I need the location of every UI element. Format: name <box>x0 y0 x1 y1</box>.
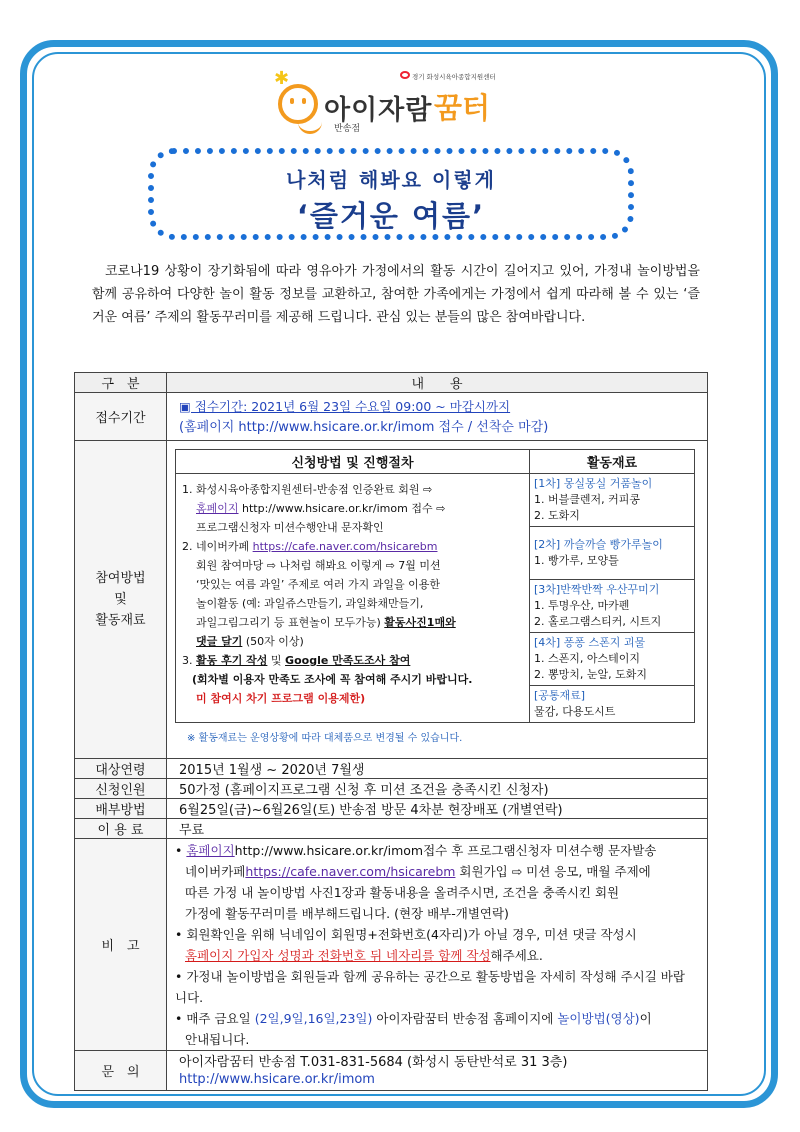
remark-3: • 가정내 놀이방법을 회원들과 함께 공유하는 공간으로 활동방법을 자세히 작성해 주시길 바랍니다. <box>175 968 685 1005</box>
smile-face-icon <box>278 84 318 124</box>
title-line1: 나처럼 해봐요 이렇게 <box>286 168 496 192</box>
title-box <box>148 148 634 240</box>
contact-label: 문 의 <box>75 1051 167 1091</box>
logo-org: 경기 화성시육아종합지원센터 <box>412 73 496 81</box>
quota-label: 신청인원 <box>75 779 167 799</box>
steps-cell: 1. 화성시육아종합지원센터-반송점 인증완료 회원 ⇨ 홈페이지 http://www.hsicare.or.kr/imom 접수 ⇨ 프로그램신청자 미션수행안내 문자확인 2. 네이버카페 https://cafe.naver.com/hsicarebm 회원 참여마당 ⇨ 나처럼 해봐요 이렇게 ⇨ 7월 미션 ‘맛있는 여름 과일’ 주제로 여러 가지 과일을 이용한 놀이활동 (예: 과일쥬스만들기, 과일화채만들기, 과일그림그리기 등 표현놀이 모두가능) 활동사진1매와 댓글 달기 (50자 이상) 3. 활동 후기 작성 및 Google 만족도조사 참여 (회차별 이용자 만족도 조사에 꼭 참여해 주시기 바랍니다. 미 참여시 차기 프로그램 이용제한) <box>176 474 530 723</box>
method-inner-table <box>175 449 695 723</box>
age-value: 2015년 1월생 ~ 2020년 7월생 <box>167 759 708 779</box>
material-block: [4차] 퐁퐁 스폰지 괴물 1. 스폰지, 아스테이지 2. 뽕망치, 눈알, 도화지 <box>530 633 694 686</box>
steps-header: 신청방법 및 진행절차 <box>176 450 530 474</box>
logo-name-accent: 꿈터 <box>434 91 491 125</box>
naver-cafe-link[interactable]: https://cafe.naver.com/hsicarebm <box>252 540 438 553</box>
fee-value: 무료 <box>167 819 708 839</box>
logo-branch: 반송점 <box>334 124 361 134</box>
title-line2: ‘즐거운 여름’ <box>296 199 486 233</box>
contact-url[interactable]: http://www.hsicare.or.kr/imom <box>179 1071 375 1087</box>
header-category: 구 분 <box>75 373 167 393</box>
material-block: [3차]반짝반짝 우산꾸미기 1. 투명우산, 마카펜 2. 홀로그램스티커, 시트지 <box>530 580 694 633</box>
intro-paragraph: 코로나19 상황이 장기화됨에 따라 영유아가 가정에서의 활동 시간이 길어지고 있어, 가정내 놀이방법을 함께 공유하여 다양한 놀이 활동 정보를 교환하고, 참여한 가족에게는 가정에서 쉽게 따라해 볼 수 있는 ‘즐거운 여름’ 주제의 활동꾸러미를 제공해 드립니다. 관심 있는 분들의 많은 참여바랍니다. <box>92 264 700 325</box>
homepage-link[interactable]: 홈페이지 <box>196 502 239 515</box>
remarks-label: 비 고 <box>75 839 167 1051</box>
age-label: 대상연령 <box>75 759 167 779</box>
contact-info: 아이자람꿈터 반송점 T.031-831-5684 (화성시 동탄반석로 31 3층) <box>179 1054 568 1070</box>
remark-1: • 홈페이지http://www.hsicare.or.kr/imom접수 후 프로그램신청자 미션수행 문자발송 <box>175 842 657 858</box>
star-icon: ✱ <box>274 68 290 89</box>
materials-note: ※ 활동재료는 운영상황에 따라 대체품으로 변경될 수 있습니다. <box>187 733 463 744</box>
materials-cell <box>530 474 695 723</box>
reception-label: 접수기간 <box>75 393 167 441</box>
material-block: [2차] 까슬까슬 빵가루놀이 1. 빵가루, 모양틀 <box>530 527 694 580</box>
materials-header: 활동재료 <box>530 450 695 474</box>
remark-4: • 매주 금요일 (2일,9일,16일,23일) 아이자람꿈터 반송점 홈페이지에 놀이방법(영상)이 <box>175 1010 652 1026</box>
info-table: 구 분 내 용 접수기간 ▣ 접수기간: 2021년 6월 23일 수요일 09:00 ~ 마감시까지 (홈페이지 http://www.hsicare.or.kr/imom 접수 / 선착순 마감) 참여방법 및 활동재료 신청방법 및 진행절차 활동재료 1. 화성시육아종합지원센터-반송점 인증완료 회원 ⇨ 홈페이지 http://www.hsicare.or.kr/imom 접수 ⇨ 프로그램신청자 미션수행안내 문자확인 2. 네이버카페 https://cafe.naver.com/hsicarebm 회원 참여마당 ⇨ 나처럼 해봐요 이렇게 ⇨ 7월 미션 ‘맛있는 여름 과일’ 주제로 여러 가지 과일을 이용한 놀이활동 (예: 과일쥬스만들기, 과일화채만들기, 과일그림그리기 등 표현놀이 모두가능) 활동사진1매와 댓글 달기 (50자 이상) 3. 활동 후기 작성 및 Google 만족도조사 참여 (회차별 이용자 만족도 조사에 꼭 참여해 주시기 바랍니다. 미 참여시 차기 프로그램 이용제한) [1차] 몽실몽실 거품놀이 1. 버블클렌저, 커피콩 2. 도화지 [2차] 까슬까슬 빵가루놀이 1. 빵가루, 모양틀 [3차]반짝반짝 우산꾸미기 1. 투명우산, 마카펜 2. 홀로그램스티커, 시트지 [4차] 퐁퐁 스폰지 괴물 1. 스폰지, 아스테이지 2. 뽕망치, 눈알, 도화지 [공통재료] 물감, 다용도시트 ※ 활동재료는 운영상황에 따라 대체품으로 변경될 수 있습니다. 대상연령 2015년 1월생 ~ 2020년 7월생 신청인원 50가정 (홈페이지프로그램 신청 후 미션 조건을 충족시킨 신청자) 배부방법 6월25일(금)~6월26일(토) 반송점 방문 4차분 현장배포 (개별연락) 이 용 료 무료 비 고 • 홈페이지http://www.hsicare.or.kr/imom접수 후 프로그램신청자 미션수행 문자발송 네이버카페https://cafe.naver.com/hsicarebm 회원가입 ⇨ 미션 응모, 매월 주제에 따른 가정 내 놀이방법 사진1장과 활동내용을 올려주시면, 조건을 충족시킨 회원 가정에 활동꾸러미를 배부해드립니다. (현장 배부-개별연락) • 회원확인을 위해 닉네임이 회원명+전화번호(4자리)가 아닐 경우, 미션 댓글 작성시 홈페이지 가입자 성명과 전화번호 뒤 네자리를 함께 작성해주세요. • 가정내 놀이방법을 회원들과 함께 공유하는 공간으로 활동방법을 자세히 작성해 주시길 바랍니다. • 매주 금요일 (2일,9일,16일,23일) 아이자람꿈터 반송점 홈페이지에 놀이방법(영상)이 안내됩니다. 문 의 아이자람꿈터 반송점 T.031-831-5684 (화성시 동탄반석로 31 3층) http://www.hsicare.or.kr/imom <box>74 372 708 1091</box>
dist-value: 6월25일(금)~6월26일(토) 반송점 방문 4차분 현장배포 (개별연락) <box>167 799 708 819</box>
reception-homepage: (홈페이지 http://www.hsicare.or.kr/imom 접수 / 선착순 마감) <box>179 419 549 435</box>
method-label: 참여방법 <box>95 571 146 586</box>
reception-period: ▣ 접수기간: 2021년 6월 23일 수요일 09:00 ~ 마감시까지 <box>179 398 511 414</box>
org-mark-icon <box>400 71 410 79</box>
material-block: [1차] 몽실몽실 거품놀이 1. 버블클렌저, 커피콩 2. 도화지 <box>530 474 694 527</box>
remark-2: • 회원확인을 위해 닉네임이 회원명+전화번호(4자리)가 아닐 경우, 미션 댓글 작성시 <box>175 926 637 942</box>
header-content: 내 용 <box>167 373 708 393</box>
logo <box>270 68 530 138</box>
logo-name: 아이자람 <box>324 95 433 126</box>
dist-label: 배부방법 <box>75 799 167 819</box>
quota-value: 50가정 (홈페이지프로그램 신청 후 미션 조건을 충족시킨 신청자) <box>167 779 708 799</box>
material-block: [공통재료] 물감, 다용도시트 <box>534 689 616 718</box>
fee-label: 이 용 료 <box>75 819 167 839</box>
